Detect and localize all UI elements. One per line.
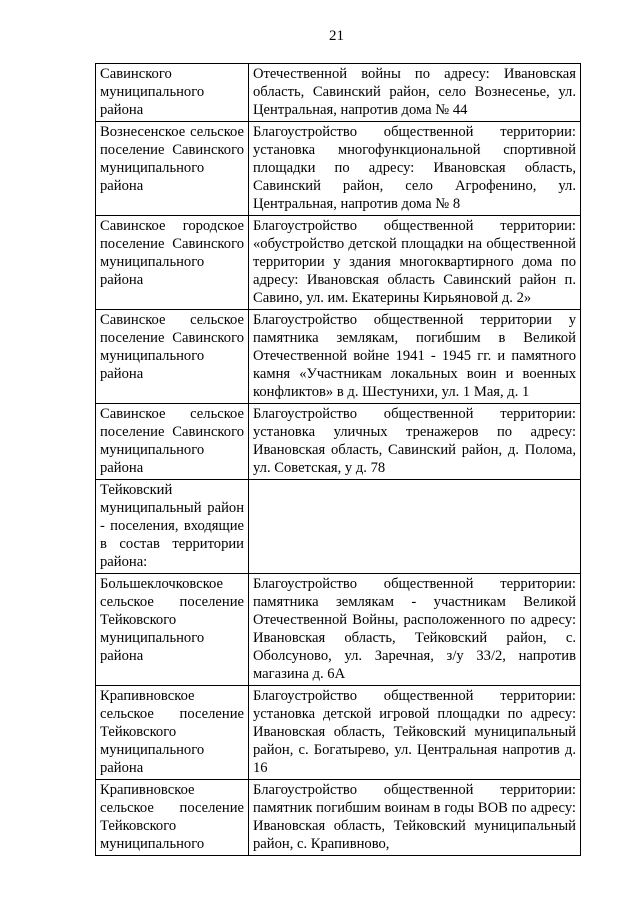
- project-description-cell: Благоустройство общественной территории: установка детской игровой площадки по адресу: Ивановская область, Тейковский муниципальный район, с. Богатырево, ул. Центральная напротив д. 16: [249, 686, 581, 780]
- table-row: [96, 780, 581, 856]
- settlement-name-cell: Савинское сельское поселение Савинского муниципального района: [96, 310, 249, 404]
- settlement-name-cell: Савинское сельское поселение Савинского муниципального района: [96, 404, 249, 480]
- table-row: [96, 574, 581, 686]
- table-row: [96, 122, 581, 216]
- settlements-table: [95, 63, 581, 856]
- project-description-cell: Благоустройство общественной территории: «обустройство детской площадки на общественной территории у здания многоквартирного дома по адресу: Ивановская область Савинский район п. Савино, ул. им. Екатерины Кирьяновой д. 2»: [249, 216, 581, 310]
- settlement-name-cell: Вознесенское сельское поселение Савинского муниципального района: [96, 122, 249, 216]
- table-row: [96, 686, 581, 780]
- settlement-name-cell: Большеклочковское сельское поселение Тейковского муниципального района: [96, 574, 249, 686]
- page-number: 21: [329, 28, 344, 44]
- settlement-name-cell: Тейковский муниципальный район - поселения, входящие в состав территории района:: [96, 480, 249, 574]
- project-description-cell: Благоустройство общественной территории: памятник погибшим воинам в годы ВОВ по адресу: Ивановская область, Тейковский муниципальный район, с. Крапивново,: [249, 780, 581, 856]
- project-description-cell: Благоустройство общественной территории: памятника землякам - участникам Великой Отечественной Войны, расположенного по адресу: Ивановская область, Тейковский район, с. Оболсуново, ул. Заречная, з/у 33/2, напротив магазина д. 6А: [249, 574, 581, 686]
- settlement-name-cell: Крапивновское сельское поселение Тейковского муниципального: [96, 780, 249, 856]
- project-description-cell: Отечественной войны по адресу: Ивановская область, Савинский район, село Вознесенье, ул. Центральная, напротив дома № 44: [249, 64, 581, 122]
- table-row: [96, 216, 581, 310]
- project-description-cell: Благоустройство общественной территории: установка многофункциональной спортивной площадки по адресу: Ивановская область, Савинский район, село Агрофенино, ул. Центральная, напротив дома № 8: [249, 122, 581, 216]
- settlements-table-body: [96, 64, 581, 856]
- project-description-cell: Благоустройство общественной территории у памятника землякам, погибшим в Великой Отечественной войне 1941 - 1945 гг. и памятного камня «Участникам локальных воин и военных конфликтов» в д. Шестунихи, ул. 1 Мая, д. 1: [249, 310, 581, 404]
- project-description-cell: [249, 480, 581, 574]
- settlement-name-cell: Савинского муниципального района: [96, 64, 249, 122]
- settlement-name-cell: Крапивновское сельское поселение Тейковского муниципального района: [96, 686, 249, 780]
- settlement-name-cell: Савинское городское поселение Савинского муниципального района: [96, 216, 249, 310]
- project-description-cell: Благоустройство общественной территории: установка уличных тренажеров по адресу: Ивановская область, Савинский район, д. Полома, ул. Советская, у д. 78: [249, 404, 581, 480]
- table-row: [96, 310, 581, 404]
- table-row: [96, 404, 581, 480]
- table-row: [96, 480, 581, 574]
- table-row: [96, 64, 581, 122]
